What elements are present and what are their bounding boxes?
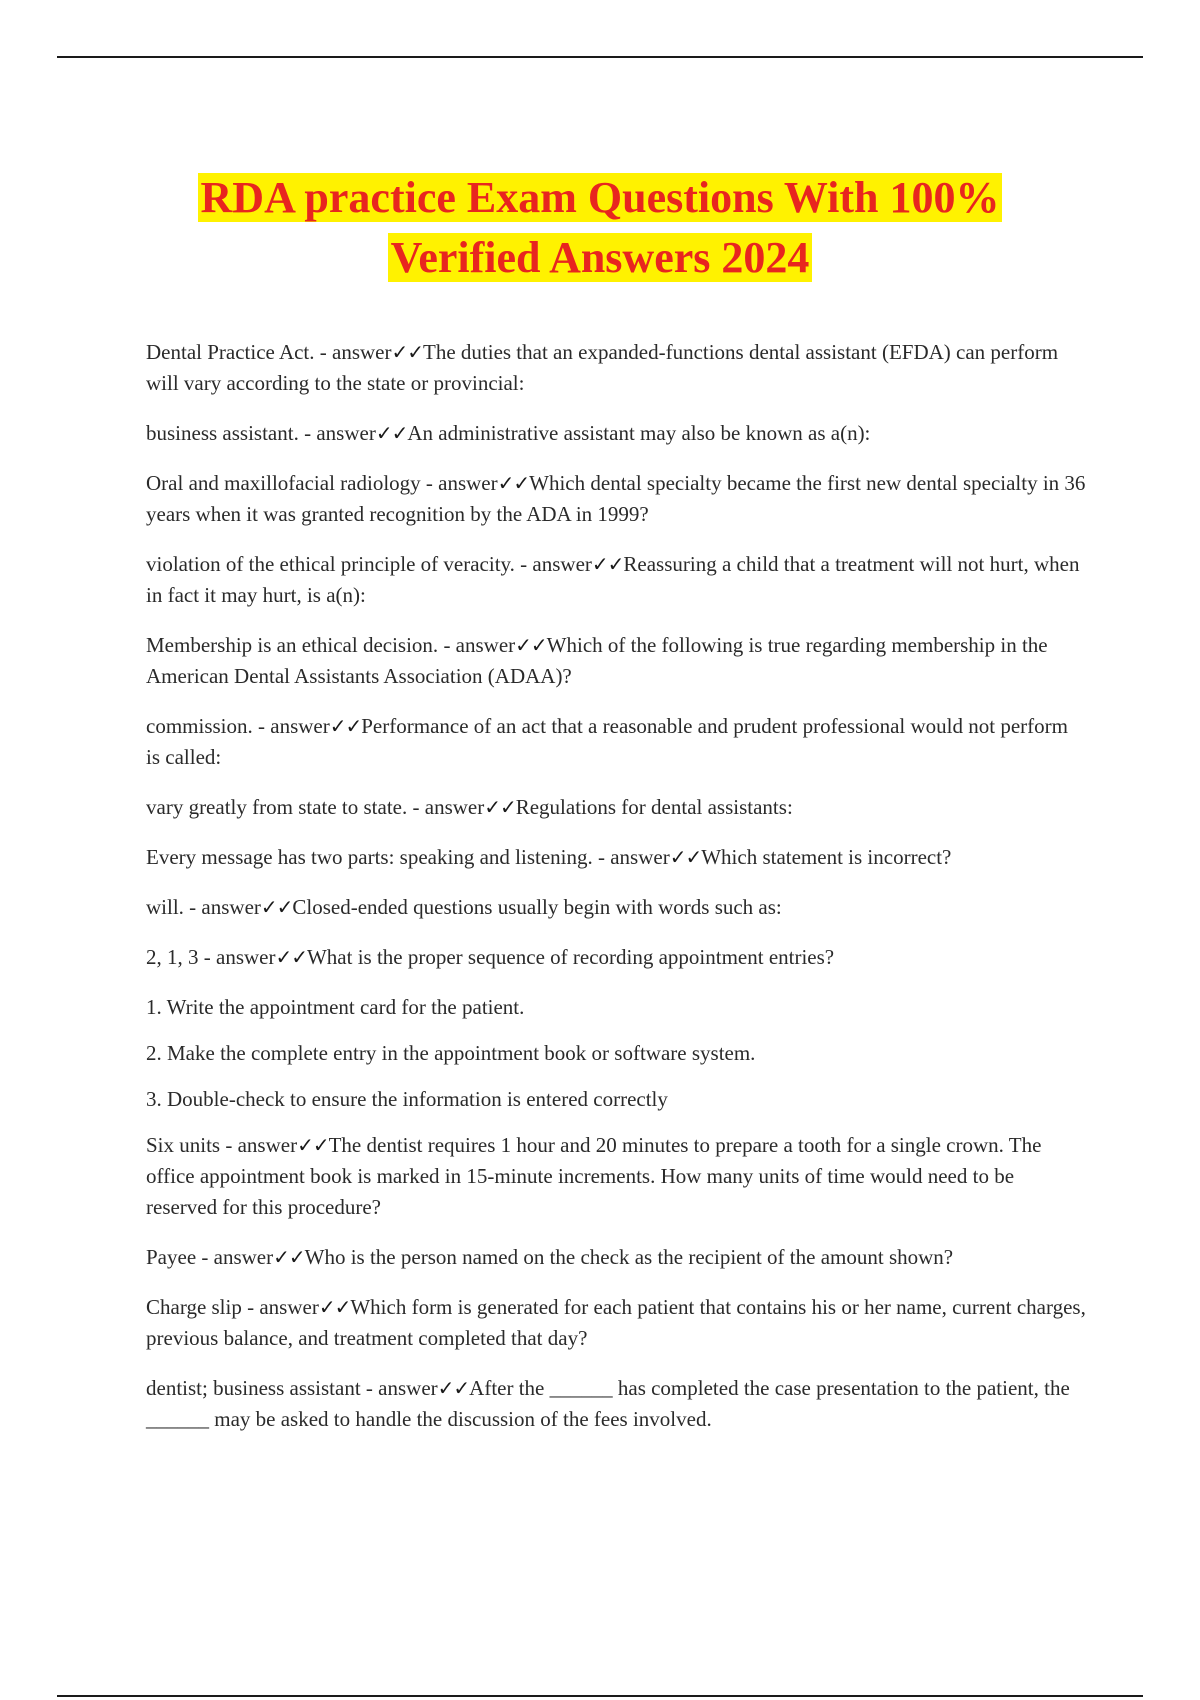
qa-question: Regulations for dental assistants: (515, 795, 793, 819)
check-mark-icon: ✓✓ (391, 340, 423, 364)
qa-item (146, 1292, 1086, 1354)
qa-question: Which form is generated for each patient that contains his or her name, current charges, previous balance, and treatment completed that day? (146, 1295, 1086, 1350)
check-mark-icon: ✓✓ (437, 1376, 470, 1400)
qa-separator: - answer (407, 795, 485, 819)
qa-question: Which of the following is true regarding membership in the American Dental Assistants Association (ADAA)? (146, 633, 1048, 688)
qa-separator: - answer (298, 421, 376, 445)
qa-question: Who is the person named on the check as the recipient of the amount shown? (304, 1245, 954, 1269)
check-mark-icon: ✓✓ (497, 471, 530, 495)
qa-answer: commission. (146, 714, 253, 738)
qa-question: The dentist requires 1 hour and 20 minutes to prepare a tooth for a single crown. The office appointment book is marked in 15-minute increments. How many units of time would need to be reserved for this procedure? (146, 1133, 1042, 1219)
qa-answer: Six units (146, 1133, 221, 1157)
document-title (0, 168, 1200, 288)
check-mark-icon: ✓✓ (318, 1295, 351, 1319)
title-line-1: RDA practice Exam Questions With 100% (198, 173, 1003, 222)
qa-item (146, 892, 1086, 923)
qa-question: The duties that an expanded-functions dental assistant (EFDA) can perform will vary according to the state or provincial: (146, 340, 1059, 395)
sequence-step: 2. Make the complete entry in the appointment book or software system. (146, 1041, 756, 1065)
qa-answer: Oral and maxillofacial radiology (146, 471, 421, 495)
qa-answer: vary greatly from state to state. (146, 795, 408, 819)
qa-separator: - answer (241, 1295, 319, 1319)
qa-item (146, 630, 1086, 692)
qa-item (146, 549, 1086, 611)
check-mark-icon: ✓✓ (375, 421, 408, 445)
title-line-2: Verified Answers 2024 (388, 233, 813, 282)
qa-separator: - answer (438, 633, 516, 657)
check-mark-icon: ✓✓ (669, 845, 702, 869)
qa-answer: will. (146, 895, 184, 919)
qa-item (146, 1242, 1086, 1273)
qa-item (146, 942, 1086, 973)
qa-question: What is the proper sequence of recording appointment entries? (306, 945, 835, 969)
qa-separator: - answer (220, 1133, 298, 1157)
sequence-step: 1. Write the appointment card for the patient. (146, 995, 525, 1019)
sequence-step: 3. Double-check to ensure the information is entered correctly (146, 1087, 668, 1111)
qa-question: After the ______ has completed the case presentation to the patient, the ______ may be asked to handle the discussion of the fees involved. (146, 1376, 1070, 1431)
qa-item (146, 337, 1086, 399)
qa-separator: - answer (196, 1245, 274, 1269)
bottom-divider (57, 1695, 1143, 1697)
qa-item (146, 418, 1086, 449)
check-mark-icon: ✓✓ (273, 1245, 305, 1269)
check-mark-icon: ✓✓ (329, 714, 362, 738)
check-mark-icon: ✓✓ (484, 795, 516, 819)
qa-separator: - answer (420, 471, 498, 495)
qa-answer: Membership is an ethical decision. (146, 633, 439, 657)
qa-question: Performance of an act that a reasonable and prudent professional would not perform is called: (146, 714, 1068, 769)
qa-separator: - answer (183, 895, 261, 919)
qa-separator: - answer (592, 845, 670, 869)
qa-list (146, 337, 1086, 1454)
qa-item (146, 1373, 1086, 1435)
qa-answer: Charge slip (146, 1295, 242, 1319)
check-mark-icon: ✓✓ (515, 633, 547, 657)
qa-answer: dentist; business assistant (146, 1376, 361, 1400)
qa-item (146, 711, 1086, 773)
qa-separator: - answer (198, 945, 276, 969)
top-divider (57, 56, 1143, 58)
qa-question: Which statement is incorrect? (701, 845, 952, 869)
qa-separator: - answer (360, 1376, 438, 1400)
qa-question: Reassuring a child that a treatment will not hurt, when in fact it may hurt, is a(n): (146, 552, 1080, 607)
qa-answer: Every message has two parts: speaking and listening. (146, 845, 593, 869)
qa-separator: - answer (314, 340, 392, 364)
qa-answer: business assistant. (146, 421, 299, 445)
qa-question: An administrative assistant may also be known as a(n): (407, 421, 871, 445)
check-mark-icon: ✓✓ (260, 895, 293, 919)
qa-answer: violation of the ethical principle of veracity. (146, 552, 515, 576)
qa-item (146, 1130, 1086, 1223)
qa-question: Closed-ended questions usually begin with words such as: (292, 895, 782, 919)
check-mark-icon: ✓✓ (275, 945, 307, 969)
qa-answer: Payee (146, 1245, 197, 1269)
qa-question: Which dental specialty became the first new dental specialty in 36 years when it was granted recognition by the ADA in 1999? (146, 471, 1086, 526)
qa-item (146, 842, 1086, 873)
qa-item (146, 792, 1086, 823)
check-mark-icon: ✓✓ (297, 1133, 329, 1157)
qa-item (146, 468, 1086, 530)
qa-separator: - answer (514, 552, 592, 576)
qa-separator: - answer (252, 714, 330, 738)
qa-answer: 2, 1, 3 (146, 945, 199, 969)
check-mark-icon: ✓✓ (591, 552, 624, 576)
qa-answer: Dental Practice Act. (146, 340, 315, 364)
